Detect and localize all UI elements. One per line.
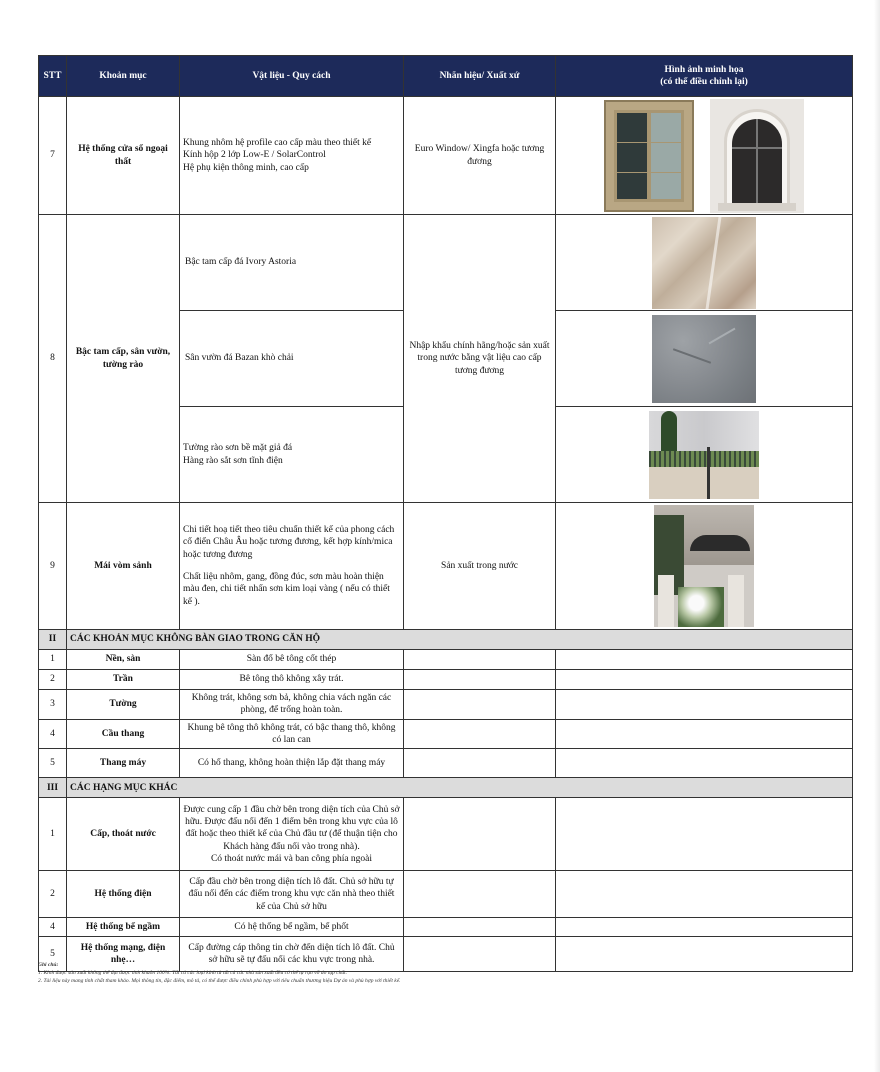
row-spec: Có hệ thống bể ngầm, bể phốt (180, 918, 404, 937)
table-row (39, 749, 853, 778)
header-vat-lieu: Vật liệu - Quy cách (180, 56, 404, 97)
sliding-window-icon (604, 100, 694, 212)
page-edge-shadow (874, 0, 880, 1072)
fence-icon (649, 411, 759, 499)
table-row (39, 690, 853, 720)
row-item: Hệ thống cửa sổ ngoại thất (67, 97, 180, 215)
row-images (556, 311, 853, 407)
section-title: CÁC HẠNG MỤC KHÁC (67, 778, 853, 798)
row-item: Tường (67, 690, 180, 720)
row-images (556, 670, 853, 690)
spec-line: Kính hộp 2 lớp Low-E / SolarControl (183, 150, 326, 161)
table-row (39, 918, 853, 937)
row-stt: 7 (39, 97, 67, 215)
row-images (556, 407, 853, 503)
table-row (39, 871, 853, 918)
row-item: Cấp, thoát nước (67, 798, 180, 871)
spec-line: Hệ phụ kiện thông minh, cao cấp (183, 162, 309, 173)
row-item: Hệ thống bể ngầm (67, 918, 180, 937)
row-images (556, 503, 853, 630)
row-item: Nền, sàn (67, 650, 180, 670)
table-row (39, 798, 853, 871)
spec-line: Khung nhôm hệ profile cao cấp màu theo thiết kế (183, 137, 372, 148)
row-spec: Bê tông thô không xây trát. (180, 670, 404, 690)
spec-table (38, 55, 853, 972)
spec-sheet (38, 55, 852, 972)
spec-line: Được cung cấp 1 đầu chờ bên trong diện tích của Chủ sở hữu. Được đấu nối đến 1 điểm bên trong khu vực của lô đất hoặc theo thiết kế của Chủ đầu tư (để thuận tiện cho Khách hàng đấu nối vào trong nhà). (183, 804, 400, 852)
row-stt: 1 (39, 798, 67, 871)
row-stt: 4 (39, 918, 67, 937)
row-item: Bậc tam cấp, sân vườn, tường rào (67, 215, 180, 503)
table-row (39, 670, 853, 690)
row-brand: Nhập khẩu chính hãng/hoặc sản xuất trong nước bằng vật liệu cao cấp tương đương (404, 215, 556, 503)
spec-line: Tường rào sơn bề mặt giả đá (183, 443, 293, 454)
ivory-marble-icon (652, 217, 756, 309)
row-spec: Bậc tam cấp đá Ivory Astoria (180, 215, 404, 311)
row-images (556, 690, 853, 720)
row-brand: Sản xuất trong nước (404, 503, 556, 630)
row-stt: 5 (39, 749, 67, 778)
row-images (556, 719, 853, 749)
table-row (39, 215, 853, 311)
basalt-stone-icon (652, 315, 756, 403)
row-brand: Euro Window/ Xingfa hoặc tương đương (404, 97, 556, 215)
row-stt: 2 (39, 670, 67, 690)
header-hinh-anh-line2: (có thể điều chỉnh lại) (660, 77, 748, 87)
row-images (556, 918, 853, 937)
header-row (39, 56, 853, 97)
header-khoan-muc: Khoản mục (67, 56, 180, 97)
footnote: 2. Tài liệu này mang tính chất tham khảo. Mọi thông tin, đặc điểm, mô tả, có thể được điều chỉnh phù hợp với tiêu chuẩn thương hiệu Dự án và phù hợp với thiết kế. (38, 977, 401, 984)
table-row (39, 650, 853, 670)
porch-canopy-icon (654, 505, 754, 627)
row-item: Trần (67, 670, 180, 690)
row-brand (404, 871, 556, 918)
row-item: Hệ thống điện (67, 871, 180, 918)
row-brand (404, 719, 556, 749)
spec-line: Chi tiết hoạ tiết theo tiêu chuẩn thiết kế của phong cách cổ điển Châu Âu hoặc tương đương, kết hợp kính/mica hoặc tương đương (183, 524, 395, 560)
row-item: Mái vòm sảnh (67, 503, 180, 630)
row-stt: 1 (39, 650, 67, 670)
footnote: 1. Kính được sản xuất không thể đạt được tính khuôn 100%. Tất cả các loại kính từ tất cả các nhà sản xuất đều có thể tự rạn vỡ do tạp chất. (38, 969, 348, 976)
row-brand (404, 918, 556, 937)
row-item: Cầu thang (67, 719, 180, 749)
row-item: Hệ thống mạng, điện nhẹ… (67, 937, 180, 972)
row-images (556, 650, 853, 670)
row-brand (404, 670, 556, 690)
row-spec: Sân vườn đá Bazan khò chải (180, 311, 404, 407)
row-spec (180, 97, 404, 215)
footnotes-title: Ghi chú: (38, 962, 59, 968)
row-spec: Khung bê tông thô không trát, có bậc thang thô, không có lan can (180, 719, 404, 749)
section-num: III (39, 778, 67, 798)
row-spec: Cấp đầu chờ bên trong diện tích lô đất. Chủ sở hữu tự đấu nối đến các điểm trong khu vực căn nhà theo thiết kế của Chủ sở hữu (180, 871, 404, 918)
section-header (39, 778, 853, 798)
row-stt: 8 (39, 215, 67, 503)
row-spec: Không trát, không sơn bả, không chia vách ngăn các phòng, để trống hoàn toàn. (180, 690, 404, 720)
table-row (39, 503, 853, 630)
row-stt: 9 (39, 503, 67, 630)
row-stt: 5 (39, 937, 67, 972)
row-images (556, 215, 853, 311)
row-brand (404, 650, 556, 670)
spec-line: Có thoát nước mái và ban công phía ngoài (210, 853, 373, 864)
spec-line: Chất liệu nhôm, gang, đồng đúc, sơn màu hoàn thiện màu đen, chi tiết nhấn sơn kim loại vàng ( nếu có thiết kế ). (183, 572, 390, 607)
row-spec: Cấp đường cáp thông tin chờ đến diện tích lô đất. Chủ sở hữu sẽ tự đấu nối các khu vực trong nhà. (180, 937, 404, 972)
row-stt: 4 (39, 719, 67, 749)
row-spec: Có hố thang, không hoàn thiện lắp đặt thang máy (180, 749, 404, 778)
section-num: II (39, 630, 67, 650)
header-hinh-anh-line1: Hình ảnh minh họa (664, 64, 744, 75)
row-stt: 2 (39, 871, 67, 918)
row-spec (180, 407, 404, 503)
footnotes (38, 962, 852, 986)
header-nhan-hieu: Nhãn hiệu/ Xuất xứ (404, 56, 556, 97)
table-row (39, 719, 853, 749)
row-images (556, 749, 853, 778)
section-header (39, 630, 853, 650)
row-brand (404, 749, 556, 778)
row-spec (180, 798, 404, 871)
row-stt: 3 (39, 690, 67, 720)
row-images (556, 97, 853, 215)
row-images (556, 871, 853, 918)
row-brand (404, 690, 556, 720)
row-spec (180, 503, 404, 630)
section-title: CÁC KHOẢN MỤC KHÔNG BÀN GIAO TRONG CĂN HỘ (67, 630, 853, 650)
row-images (556, 798, 853, 871)
row-item: Thang máy (67, 749, 180, 778)
table-row (39, 97, 853, 215)
spec-line: Hàng rào sắt sơn tĩnh điện (183, 455, 283, 466)
header-hinh-anh (556, 56, 853, 97)
arched-window-icon (710, 99, 804, 213)
row-brand (404, 798, 556, 871)
header-stt: STT (39, 56, 67, 97)
row-spec: Sàn đổ bê tông cốt thép (180, 650, 404, 670)
